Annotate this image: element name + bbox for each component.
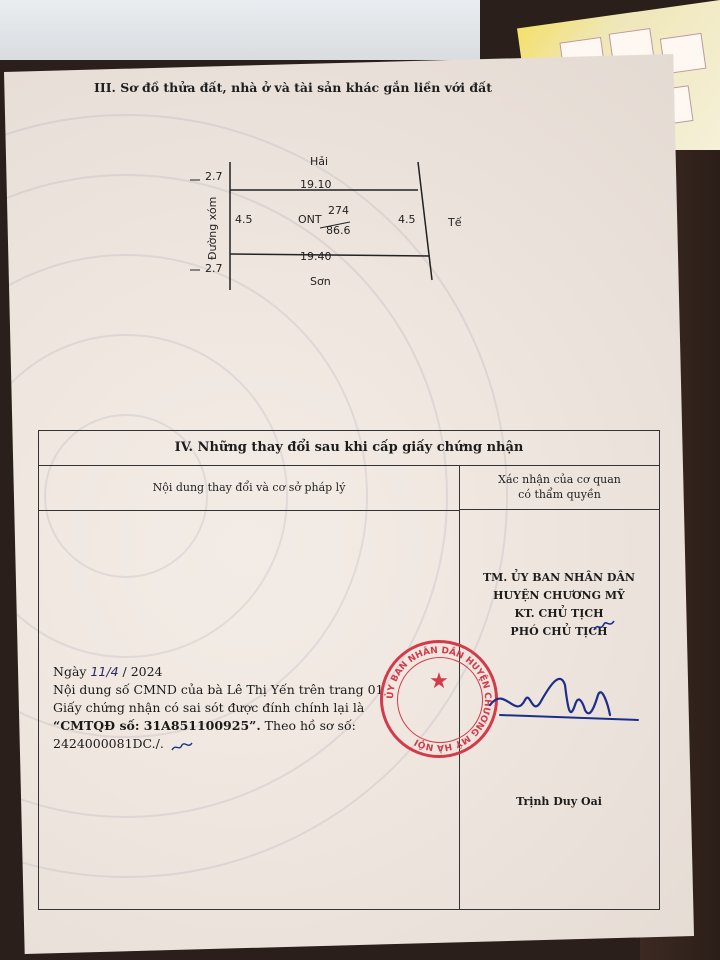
signer-name: Trịnh Duy Oai [516, 795, 602, 808]
entry-date-year: / 2024 [122, 664, 163, 679]
changes-content-header: Nội dung thay đổi và cơ sở pháp lý [39, 466, 460, 511]
authority-signature-block [459, 569, 659, 641]
land-type-label: ONT [298, 213, 322, 226]
authority-line1: TM. ỦY BAN NHÂN DÂN [482, 571, 635, 584]
authority-line3: KT. CHỦ TỊCH [514, 607, 604, 620]
section-three-title: III. Sơ đồ thửa đất, nhà ở và tài sản khác gắn liền với đất [94, 80, 492, 95]
top-offset-label: 2.7 [205, 170, 223, 183]
entry-date-handwritten: 11/4 [90, 664, 119, 679]
authority-header-line1: Xác nhận của cơ quan [498, 473, 621, 486]
entry-date-prefix: Ngày [53, 664, 87, 679]
top-length-label: 19.10 [300, 178, 332, 191]
handwritten-signature [470, 665, 650, 735]
authority-header-line2: có thẩm quyền [518, 488, 601, 501]
stamp-ring-textpath: ỦY BAN NHÂN DÂN HUYỆN CHƯƠNG MỸ HÀ NỘI [385, 645, 493, 753]
parcel-number-label: 274 [328, 204, 349, 217]
bottom-offset-label: 2.7 [205, 262, 223, 275]
authority-header [460, 466, 659, 510]
section-four-title: IV. Những thay đổi sau khi cấp giấy chứng nhận [39, 431, 659, 466]
west-road-label: Đường xóm [206, 196, 219, 260]
end-initial-mark [170, 740, 194, 754]
authority-line4: PHÓ CHỦ TỊCH [510, 625, 608, 638]
entry-line2: Nội dung số CMND của bà Lê Thị Yến trên trang 01 [53, 682, 384, 697]
left-width-label: 4.5 [235, 213, 253, 226]
initial-mark [592, 618, 616, 634]
south-neighbor-label: Sơn [310, 275, 331, 288]
background-paper [0, 0, 480, 60]
authority-line2: HUYỆN CHƯƠNG MỸ [493, 589, 625, 602]
area-label: 86.6 [326, 224, 351, 237]
bottom-length-label: 19.40 [300, 250, 332, 263]
east-neighbor-label: Tế [448, 216, 462, 229]
entry-line4-rest: Theo hồ sơ số: [260, 718, 356, 733]
entry-line3: Giấy chứng nhận có sai sót được đính chính lại là [53, 700, 365, 715]
entry-dossier-number: 2424000081DC./. [53, 736, 164, 751]
right-width-label: 4.5 [398, 213, 416, 226]
stamp-star-icon: ★ [429, 669, 449, 694]
north-neighbor-label: Hải [310, 155, 329, 168]
entry-id-number: “CMTQĐ số: 31A851100925”. [53, 718, 261, 733]
